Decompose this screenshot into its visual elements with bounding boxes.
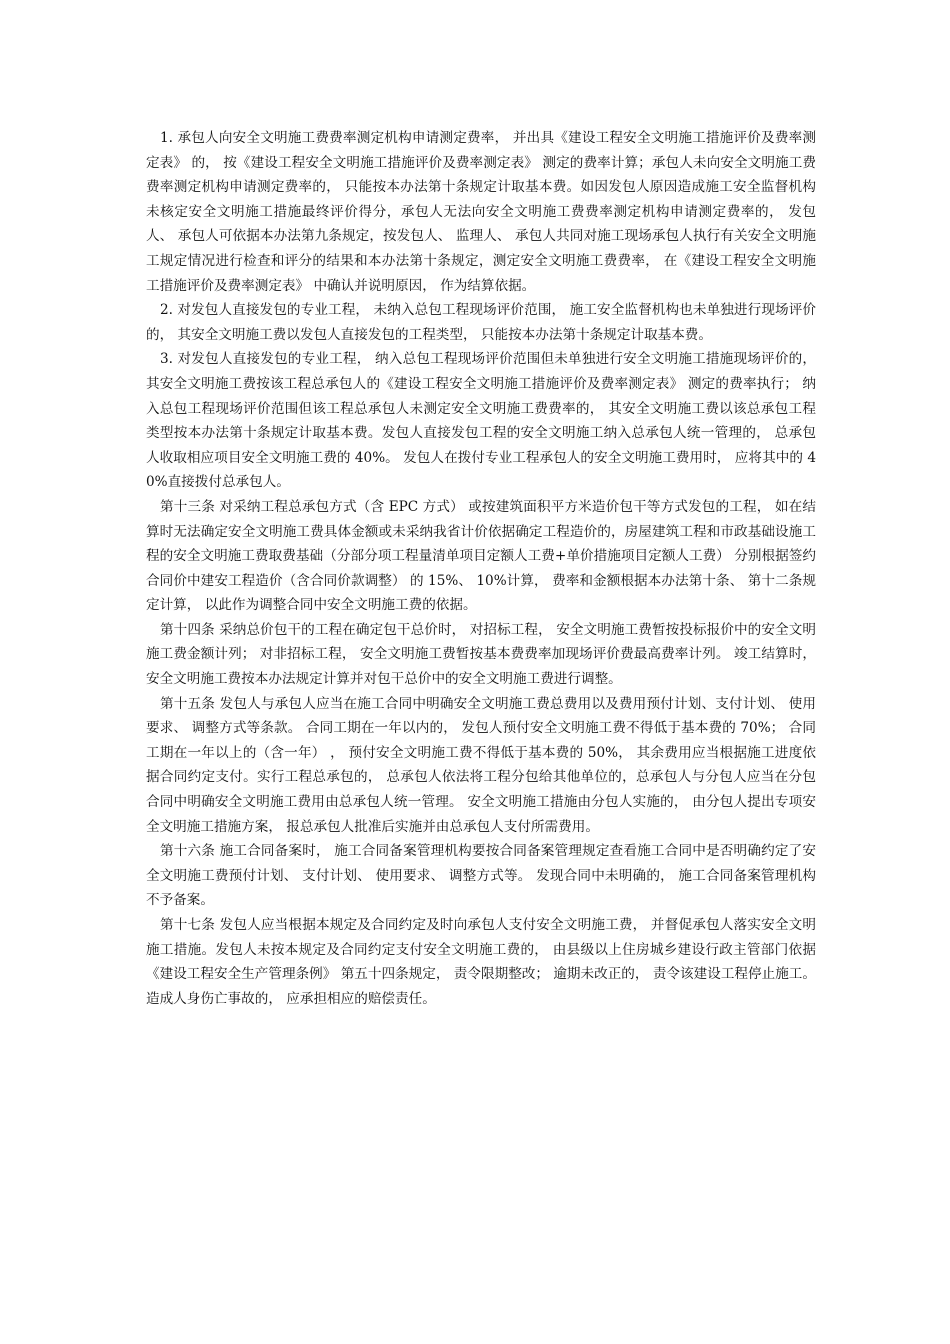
paragraph-article-17: 第十七条 发包人应当根据本规定及合同约定及时向承包人支付安全文明施工费， 并督促承包人落实安全文明施工措施。发包人未按本规定及合同约定支付安全文明施工费的， 由县级以上住房城乡建设行政主管部门依据《建设工程安全生产管理条例》 第五十四条规定， 责令限期整改； 逾期未改正的， 责令该建设工程停止施工。 造成人身伤亡事故的， 应承担相应的赔偿责任。 — [146, 917, 816, 1007]
paragraph-article-13: 第十三条 对采纳工程总承包方式（含 EPC 方式） 或按建筑面积平方米造价包干等方式发包的工程， 如在结算时无法确定安全文明施工费具体金额或未采纳我省计价依据确定工程造价的，房屋建筑工程和市政基础设施工程的安全文明施工费取费基础（分部分项工程量清单项目定额人工费+单价措施项目定额人工费） 分别根据签约合同价中建安工程造价（含合同价款调整） 的 15%、 10%计算， 费率和金额根据本办法第十条、 第十二条规定计算， 以此作为调整合同中安全文明施工费的依据。 — [146, 498, 816, 614]
paragraph-article-15: 第十五条 发包人与承包人应当在施工合同中明确安全文明施工费总费用以及费用预付计划、支付计划、 使用要求、 调整方式等条款。 合同工期在一年以内的， 发包人预付安全文明施工费不得低于基本费的 70%； 合同工期在一年以上的（含一年） ， 预付安全文明施工费不得低于基本费的 50%， 其余费用应当根据施工进度依据合同约定支付。实行工程总承包的， 总承包人依法将工程分包给其他单位的，总承包人与分包人应当在分包合同中明确安全文明施工费用由总承包人统一管理。 安全文明施工措施由分包人实施的， 由分包人提出专项安全文明施工措施方案， 报总承包人批准后实施并由总承包人支付所需费用。 — [146, 695, 816, 835]
paragraph-clause-3: 3. 对发包人直接发包的专业工程， 纳入总包工程现场评价范围但未单独进行安全文明施工措施现场评价的， 其安全文明施工费按该工程总承包人的《建设工程安全文明施工措施评价及费率测定表》 测定的费率执行； 纳入总包工程现场评价范围但该工程总承包人未测定安全文明施工费费率的， 其安全文明施工费以该总承包工程类型按本办法第十条规定计取基本费。发包人直接发包工程的安全文明施工纳入总承包人统一管理的， 总承包人收取相应项目安全文明施工费的 40%。 发包人在拨付专业工程承包人的安全文明施工费用时， 应将其中的 40%直接拨付总承包人。 — [146, 351, 816, 491]
paragraph-clause-2: 2. 对发包人直接发包的专业工程， 未纳入总包工程现场评价范围， 施工安全监督机构也未单独进行现场评价的， 其安全文明施工费以发包人直接发包的工程类型， 只能按本办法第十条规定计取基本费。 — [146, 302, 816, 343]
paragraph-article-16: 第十六条 施工合同备案时， 施工合同备案管理机构要按合同备案管理规定查看施工合同中是否明确约定了安全文明施工费预付计划、 支付计划、 使用要求、 调整方式等。 发现合同中未明确的， 施工合同备案管理机构不予备案。 — [146, 843, 816, 909]
paragraph-article-14: 第十四条 采纳总价包干的工程在确定包干总价时， 对招标工程， 安全文明施工费暂按投标报价中的安全文明施工费金额计列； 对非招标工程， 安全文明施工费暂按基本费费率加现场评价费最高费率计列。 竣工结算时， 安全文明施工费按本办法规定计算并对包干总价中的安全文明施工费进行调整。 — [146, 621, 816, 688]
paragraph-clause-1: 1. 承包人向安全文明施工费费率测定机构申请测定费率， 并出具《建设工程安全文明施工措施评价及费率测定表》 的， 按《建设工程安全文明施工措施评价及费率测定表》 测定的费率计算；承包人未向安全文明施工费费率测定机构申请测定费率的， 只能按本办法第十条规定计取基本费。如因发包人原因造成施工安全监督机构未核定安全文明施工措施最终评价得分，承包人无法向安全文明施工费费率测定机构申请测定费率的， 发包人、 承包人可依据本办法第九条规定，按发包人、 监理人、 承包人共同对施工现场承包人执行有关安全文明施工规定情况进行检查和评分的结果和本办法第十条规定，测定安全文明施工费费率， 在《建设工程安全文明施工措施评价及费率测定表》 中确认并说明原因， 作为结算依据。 — [146, 130, 816, 294]
document-body — [146, 126, 816, 1011]
